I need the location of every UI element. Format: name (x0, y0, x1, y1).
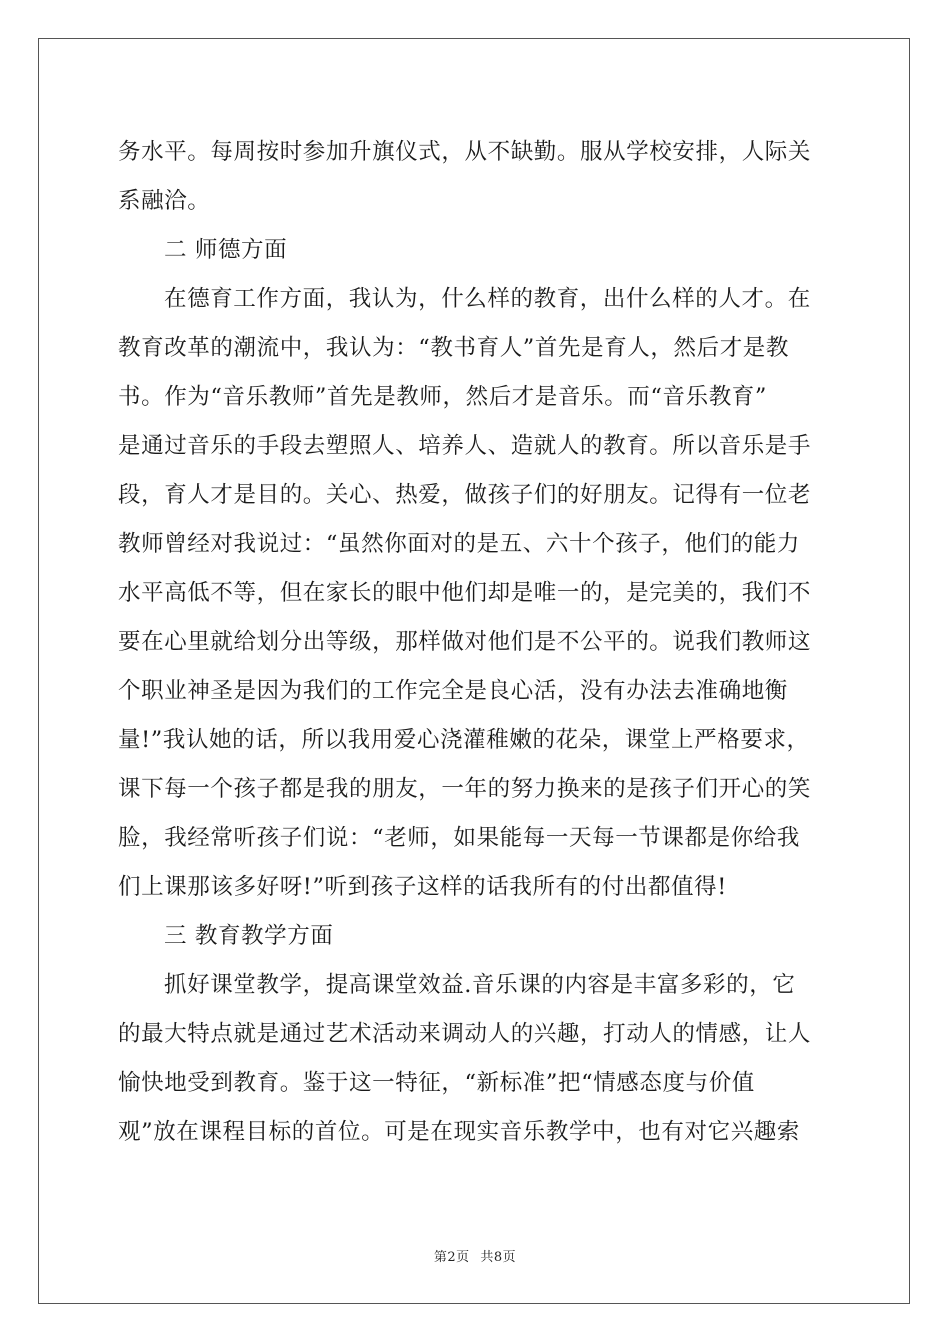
text-line: 教育改革的潮流中，我认为：“教书育人”首先是育人，然后才是教 (118, 335, 790, 361)
text-line: 在德育工作方面，我认为，什么样的教育，出什么样的人才。在 (164, 286, 811, 312)
text-line: 务水平。每周按时参加升旗仪式，从不缺勤。服从学校安排，人际关 (118, 139, 812, 165)
text-line: 观”放在课程目标的首位。可是在现实音乐教学中，也有对它兴趣索 (118, 1119, 801, 1145)
text-line: 系融洽。 (118, 188, 211, 214)
document-body (118, 128, 834, 1157)
text-line: 段，育人才是目的。关心、热爱，做孩子们的好朋友。记得有一位老 (118, 482, 812, 508)
text-line: 要在心里就给划分出等级，那样做对他们是不公平的。说我们教师这 (118, 629, 812, 655)
page-footer (0, 1246, 950, 1265)
text-line: 教师曾经对我说过：“虽然你面对的是五、六十个孩子，他们的能力 (118, 531, 801, 557)
text-line: 脸，我经常听孩子们说：“老师，如果能每一天每一节课都是你给我 (118, 825, 801, 851)
text-line: 水平高低不等，但在家长的眼中他们却是唯一的，是完美的，我们不 (118, 580, 812, 606)
text-line: 们上课那该多好呀!”听到孩子这样的话我所有的付出都值得! (118, 874, 727, 900)
text-line: 课下每一个孩子都是我的朋友，一年的努力换来的是孩子们开心的笑 (118, 776, 812, 802)
text-line: 愉快地受到教育。鉴于这一特征，“新标准”把“情感态度与价值 (118, 1070, 755, 1096)
text-line: 书。作为“音乐教师”首先是教师，然后才是音乐。而“音乐教育” (118, 384, 768, 410)
text-line: 的最大特点就是通过艺术活动来调动人的兴趣，打动人的情感，让人 (118, 1021, 812, 1047)
text-line: 量!”我认她的话，所以我用爱心浇灌稚嫩的花朵，课堂上严格要求， (118, 727, 810, 753)
text-line: 是通过音乐的手段去塑照人、培养人、造就人的教育。所以音乐是手 (118, 433, 812, 459)
text-line: 个职业神圣是因为我们的工作完全是良心活，没有办法去准确地衡 (118, 678, 788, 704)
page-number: 第2页 (433, 1250, 470, 1265)
text-line: 抓好课堂教学，提高课堂效益.音乐课的内容是丰富多彩的，它 (164, 972, 796, 998)
page-total: 共8页 (480, 1250, 517, 1265)
section-heading-shide: 二 师德方面 (164, 237, 288, 263)
section-heading-jiaoyu: 三 教育教学方面 (164, 923, 334, 949)
